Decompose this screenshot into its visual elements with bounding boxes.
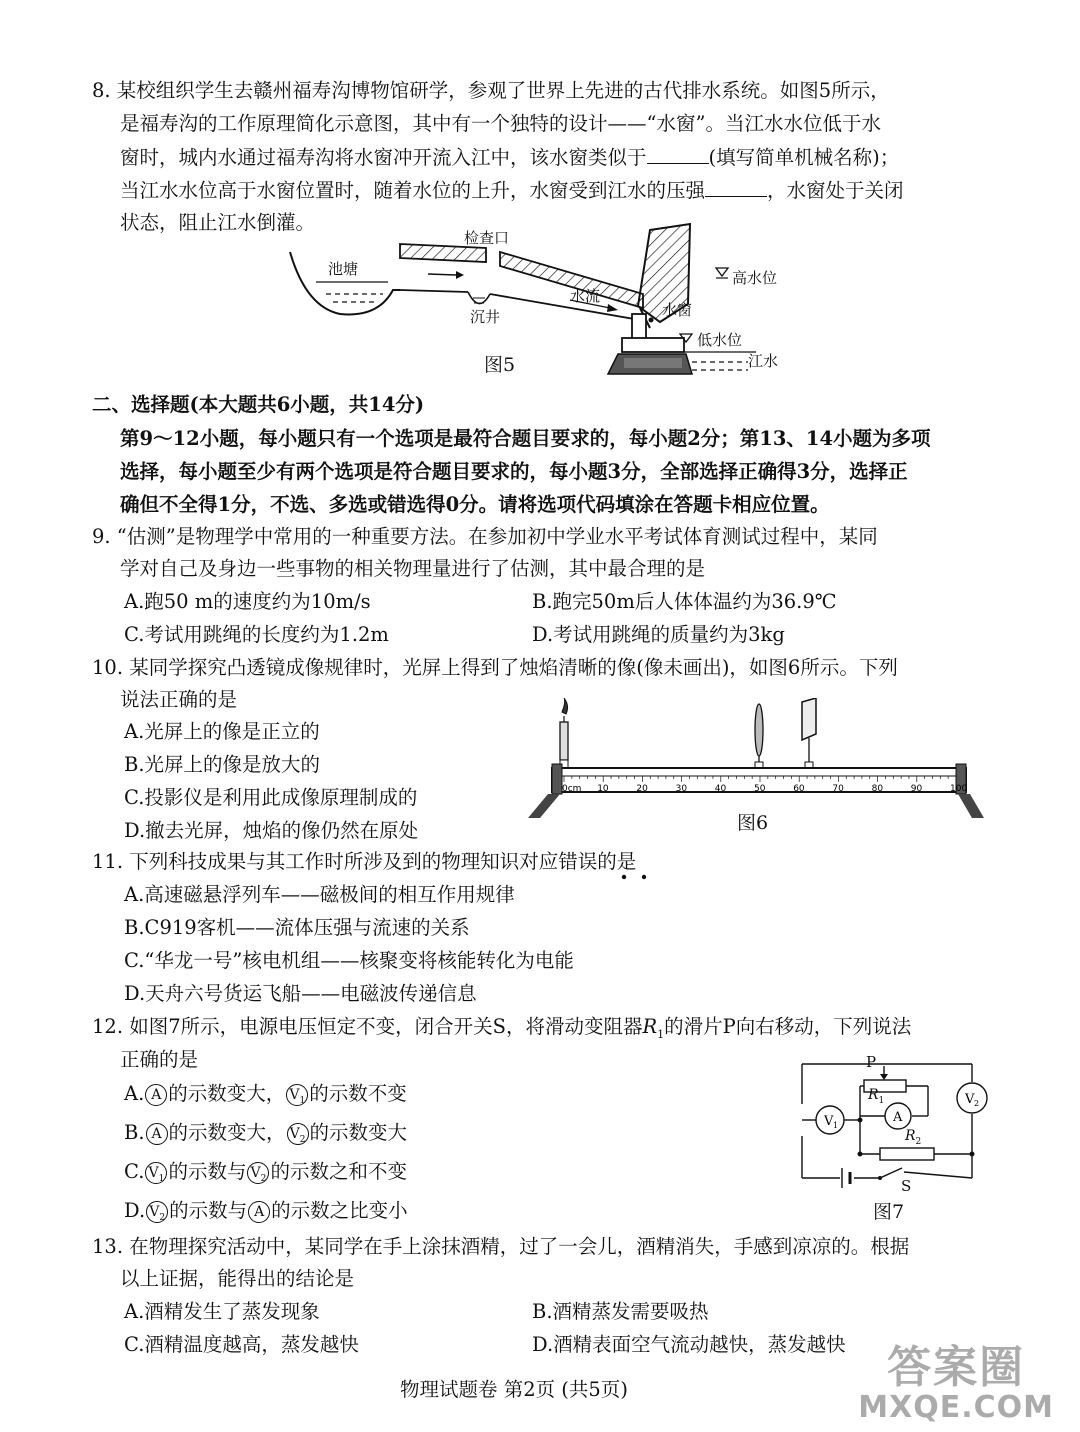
q12-option-c[interactable]: [124, 1160, 407, 1184]
voltmeter-v1-symbol: [145, 1162, 167, 1184]
q12-a-text-2: 的示数不变: [309, 1082, 407, 1105]
r1-symbol: R: [642, 1015, 658, 1038]
q8-line-4b: ，水窗处于关闭: [767, 179, 904, 202]
emphasis-dots: [616, 872, 656, 882]
q9-line-1: 9. “估测”是物理学中常用的一种重要方法。在参加初中学业水平考试体育测试过程中，某同: [92, 525, 878, 548]
q12-c-text-2: 的示数之和不变: [270, 1160, 407, 1183]
q12-line-2: 正确的是: [120, 1048, 199, 1071]
ammeter-symbol: A: [248, 1201, 270, 1223]
q11-option-c[interactable]: C.“华龙一号”核电机组——核聚变将核能转化为电能: [124, 949, 574, 972]
q10-option-a[interactable]: A.光屏上的像是正立的: [124, 720, 320, 743]
watermark-url: MXQE.COM: [858, 1390, 1054, 1425]
q12-option-b[interactable]: [124, 1121, 407, 1145]
q8-blank-1[interactable]: [647, 145, 709, 164]
fig5-well-label: 沉井: [470, 308, 501, 326]
fig6-caption: 图6: [737, 812, 769, 834]
fig7-v2-sub: 2: [974, 1099, 980, 1108]
q12-a-text-1: 的示数变大，: [168, 1082, 286, 1105]
q12-option-d[interactable]: [124, 1199, 408, 1223]
ruler-tick-label: 100: [950, 784, 968, 794]
section-2-instr-2: 选择，每小题至少有两个选项是符合题目要求的，每小题3分，全部选择正确得3分，选择正: [120, 460, 908, 483]
q10-option-d[interactable]: D.撤去光屏，烛焰的像仍然在原处: [124, 819, 419, 842]
q13-option-d[interactable]: D.酒精表面空气流动越快，蒸发越快: [532, 1333, 846, 1356]
figure-6-optical-bench: [526, 698, 986, 826]
fig7-a-text: A: [893, 1110, 903, 1125]
q12-option-a[interactable]: [124, 1082, 407, 1106]
q10-line-1: 10. 某同学探究凸透镜成像规律时，光屏上得到了烛焰清晰的像(像未画出)，如图6所示。下列: [92, 656, 898, 679]
fig7-p-label: P: [866, 1053, 877, 1071]
fig7-r1-label: [868, 1087, 884, 1106]
section-2-title: 二、选择题(本大题共6小题，共14分): [92, 393, 425, 416]
q12-d-text-1: 的示数与: [169, 1199, 248, 1222]
q9-option-b[interactable]: B.跑完50m后人体体温约为36.9℃: [532, 590, 837, 613]
fig7-v2-text: V: [965, 1092, 975, 1107]
q10-line-2: 说法正确的是: [120, 688, 238, 711]
fig5-low-label: 低水位: [697, 331, 743, 349]
q13-option-a[interactable]: A.酒精发生了蒸发现象: [124, 1300, 320, 1323]
q12-d-text-2: 的示数之比变小: [271, 1199, 408, 1222]
voltmeter-v1-symbol: [286, 1084, 308, 1106]
ruler-tick-label: 40: [714, 784, 727, 794]
page-footer: 物理试题卷 第2页 (共5页): [400, 1378, 628, 1401]
v-sub: 1: [299, 1095, 306, 1106]
fig5-flow-label: 水流: [570, 287, 601, 305]
q13-line-1: 13. 在物理探究活动中，某同学在手上涂抹酒精，过了一会儿，酒精消失，手感到凉凉的。根据: [92, 1235, 910, 1258]
q8-line-4a: 当江水水位高于水窗位置时，随着水位的上升，水窗受到江水的压强: [120, 179, 706, 202]
fig7-caption: 图7: [873, 1201, 905, 1223]
q11-option-d[interactable]: D.天舟六号货运飞船——电磁波传递信息: [124, 982, 477, 1005]
v-sub: 2: [260, 1173, 267, 1184]
fig7-s-label: S: [901, 1177, 912, 1195]
v-letter: V: [148, 1164, 159, 1181]
v-letter: V: [250, 1164, 261, 1181]
q8-line-2: 是福寿沟的工作原理简化示意图，其中有一个独特的设计——“水窗”。当江水水位低于水: [120, 112, 881, 135]
v-letter: V: [289, 1125, 300, 1142]
r1-subscript: 1: [657, 1027, 665, 1041]
q12-b-label: B.: [124, 1121, 145, 1144]
q8-line-1: 8. 某校组织学生去赣州福寿沟博物馆研学，参观了世界上先进的古代排水系统。如图5所示，: [92, 79, 890, 102]
figure-7-circuit: [796, 1052, 992, 1194]
ammeter-symbol: A: [146, 1123, 168, 1145]
q13-option-b[interactable]: B.酒精蒸发需要吸热: [532, 1300, 709, 1323]
q13-option-c[interactable]: C.酒精温度越高，蒸发越快: [124, 1333, 359, 1356]
q9-line-2: 学对自己及身边一些事物的相关物理量进行了估测，其中最合理的是: [120, 557, 706, 580]
q11-option-a[interactable]: A.高速磁悬浮列车——磁极间的相互作用规律: [124, 883, 515, 906]
q12-c-label: C.: [124, 1160, 145, 1183]
ruler-tick-label: 20: [636, 784, 648, 794]
fig5-pond-label: 池塘: [328, 260, 359, 278]
ruler-tick-label: 90: [910, 784, 923, 794]
ruler-tick-label: 80: [871, 784, 884, 794]
q8-line-4: [120, 178, 904, 203]
q12-c-text-1: 的示数与: [168, 1160, 247, 1183]
watermark-title: 答案圈: [887, 1342, 1026, 1393]
voltmeter-v2-symbol: [287, 1123, 309, 1145]
fig7-v1-sub: 1: [833, 1121, 839, 1130]
q11-option-b[interactable]: B.C919客机——流体压强与流速的关系: [124, 916, 470, 939]
q9-option-a[interactable]: A.跑50 m的速度约为10m/s: [124, 590, 371, 613]
voltmeter-v2-symbol: [247, 1162, 269, 1184]
q12-a-label: A.: [124, 1082, 145, 1105]
q8-line-3b: (填写简单机械名称)；: [708, 146, 900, 169]
q8-line-3a: 窗时，城内水通过福寿沟将水窗冲开流入江中，该水窗类似于: [120, 146, 647, 169]
fig7-v1-text: V: [824, 1114, 834, 1129]
ruler-tick-label: 50: [754, 784, 766, 794]
ruler-tick-label: 30: [675, 784, 688, 794]
section-2-instr-1: 第9～12小题，每小题只有一个选项是最符合题目要求的，每小题2分；第13、14小题为多项: [120, 427, 931, 450]
figure-5-diagram: [288, 222, 798, 380]
fig7-r1-sub: 1: [878, 1095, 885, 1106]
ruler-tick-label: 60: [793, 784, 805, 794]
q12-b-text-2: 的示数变大: [309, 1121, 408, 1144]
q13-line-2: 以上证据，能得出的结论是: [120, 1267, 355, 1290]
ruler-tick-label: 0cm: [562, 784, 582, 794]
q12-line-1a: 12. 如图7所示，电源电压恒定不变，闭合开关S，将滑动变阻器: [92, 1015, 643, 1038]
v-sub: 1: [158, 1173, 165, 1184]
q12-line-1: [92, 1015, 911, 1047]
ruler-tick-label: 70: [832, 784, 844, 794]
q10-option-c[interactable]: C.投影仪是利用此成像原理制成的: [124, 786, 418, 809]
fig5-caption: 图5: [484, 354, 516, 376]
fig7-r2-sub: 2: [915, 1136, 922, 1147]
q10-option-b[interactable]: B.光屏上的像是放大的: [124, 753, 321, 776]
fig5-high-label: 高水位: [732, 269, 778, 287]
watermark-logo: [858, 1344, 1054, 1424]
q12-line-1b: 的滑片P向右移动，下列说法: [664, 1015, 912, 1038]
fig5-check-label: 检查口: [464, 229, 510, 247]
q11-line-1: 11. 下列科技成果与其工作时所涉及到的物理知识对应错误的是: [92, 850, 637, 873]
q8-line-3: [120, 145, 899, 170]
q9-option-c[interactable]: C.考试用跳绳的长度约为1.2m: [124, 623, 389, 646]
fig7-r2-letter: R: [905, 1128, 916, 1144]
v-letter: V: [149, 1203, 160, 1220]
fig7-r2-label: [905, 1128, 921, 1147]
v-sub: 2: [159, 1212, 166, 1223]
ruler-tick-label: 10: [597, 784, 609, 794]
v-letter: V: [289, 1086, 300, 1103]
q12-b-text-1: 的示数变大，: [168, 1121, 286, 1144]
q9-option-d[interactable]: D.考试用跳绳的质量约为3kg: [532, 623, 785, 646]
v-sub: 2: [299, 1134, 306, 1145]
q8-line-5: 状态，阻止江水倒灌。: [120, 211, 316, 234]
voltmeter-v2-symbol: [146, 1201, 168, 1223]
q12-d-label: D.: [124, 1199, 146, 1222]
fig5-window-label: 水窗: [662, 301, 693, 319]
section-2-instr-3: 确但不全得1分，不选、多选或错选得0分。请将选项代码填涂在答题卡相应位置。: [120, 493, 830, 516]
q8-blank-2[interactable]: [705, 178, 767, 197]
fig5-river-label: 江水: [748, 352, 779, 370]
ammeter-symbol: A: [145, 1084, 167, 1106]
fig7-r1-letter: R: [868, 1087, 879, 1103]
